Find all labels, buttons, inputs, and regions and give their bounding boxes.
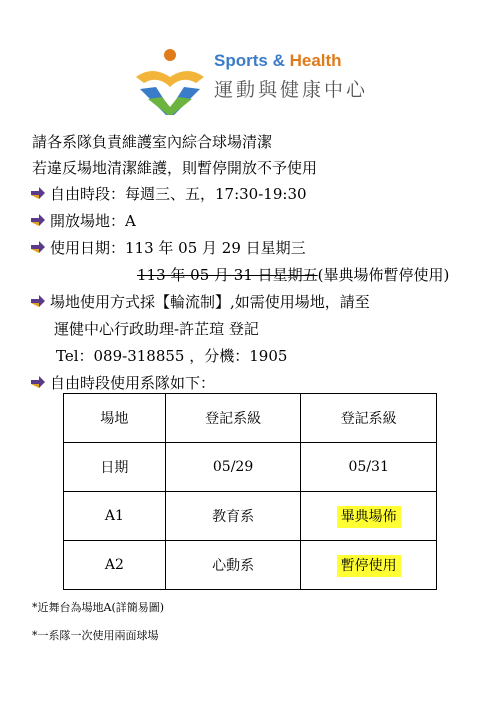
use-date-2-note: (畢典場佈暫停使用) bbox=[317, 266, 450, 284]
registration-table bbox=[63, 393, 437, 590]
arrow-bullet-icon bbox=[30, 294, 46, 308]
open-venue-text: 開放場地：A bbox=[50, 212, 136, 230]
contact-line: 運健中心行政助理-許芷瑄 登記 bbox=[54, 320, 259, 338]
table-cell bbox=[301, 541, 437, 590]
brand-health-text: Health bbox=[289, 51, 342, 70]
table-cell: 05/29 bbox=[165, 443, 301, 492]
arrow-bullet-icon bbox=[30, 375, 46, 389]
brand-english bbox=[214, 51, 342, 71]
usage-method-text: 場地使用方式採【輪流制】,如需使用場地，請至 bbox=[50, 293, 370, 311]
table-cell: 心動系 bbox=[165, 541, 301, 590]
table-cell: 日期 bbox=[64, 443, 166, 492]
highlighted-status: 畢典場佈 bbox=[337, 506, 401, 528]
sports-health-logo bbox=[134, 47, 374, 117]
free-teams-heading: 自由時段使用系隊如下： bbox=[50, 374, 216, 392]
table-date-row bbox=[64, 443, 437, 492]
table-cell bbox=[301, 492, 437, 541]
use-date-item bbox=[30, 237, 306, 258]
arrow-bullet-icon bbox=[30, 240, 46, 254]
table-header-cell: 登記系級 bbox=[301, 394, 437, 443]
free-time-text: 自由時段：每週三、五，17:30-19:30 bbox=[50, 185, 307, 203]
usage-method-item bbox=[30, 291, 370, 312]
note-2: *一系隊一次使用兩面球場 bbox=[32, 629, 159, 642]
title-line-2: 若違反場地清潔維護，則暫停開放不予使用 bbox=[32, 159, 318, 177]
free-teams-item bbox=[30, 372, 215, 393]
table-cell: A1 bbox=[64, 492, 166, 541]
title-line-1: 請各系隊負責維護室內綜合球場清潔 bbox=[32, 133, 273, 151]
table-header-row bbox=[64, 394, 437, 443]
table-header-cell: 場地 bbox=[64, 394, 166, 443]
use-date-text: 使用日期：113 年 05 月 29 日星期三 bbox=[50, 239, 306, 257]
table-row bbox=[64, 492, 437, 541]
brand-chinese: 運動與健康中心 bbox=[214, 79, 369, 101]
note-1: *近舞台為場地A(詳簡易圖) bbox=[32, 601, 165, 614]
use-date-2-strike-text: 113 年 05 月 31 日星期五 bbox=[137, 266, 318, 284]
table-cell: 教育系 bbox=[165, 492, 301, 541]
table-cell: A2 bbox=[64, 541, 166, 590]
table-row bbox=[64, 541, 437, 590]
arrow-bullet-icon bbox=[30, 213, 46, 227]
brand-amp-text: & bbox=[272, 51, 285, 70]
table-header-cell: 登記系級 bbox=[165, 394, 301, 443]
brand-sports-text: Sports bbox=[214, 51, 268, 70]
logo-mark-icon bbox=[134, 47, 206, 115]
highlighted-status: 暫停使用 bbox=[337, 555, 401, 577]
table-cell: 05/31 bbox=[301, 443, 437, 492]
arrow-bullet-icon bbox=[30, 186, 46, 200]
use-date-2 bbox=[137, 264, 449, 285]
open-venue-item bbox=[30, 210, 136, 231]
tel-line: Tel：089-318855 ，分機：1905 bbox=[56, 347, 288, 365]
free-time-item bbox=[30, 183, 307, 204]
